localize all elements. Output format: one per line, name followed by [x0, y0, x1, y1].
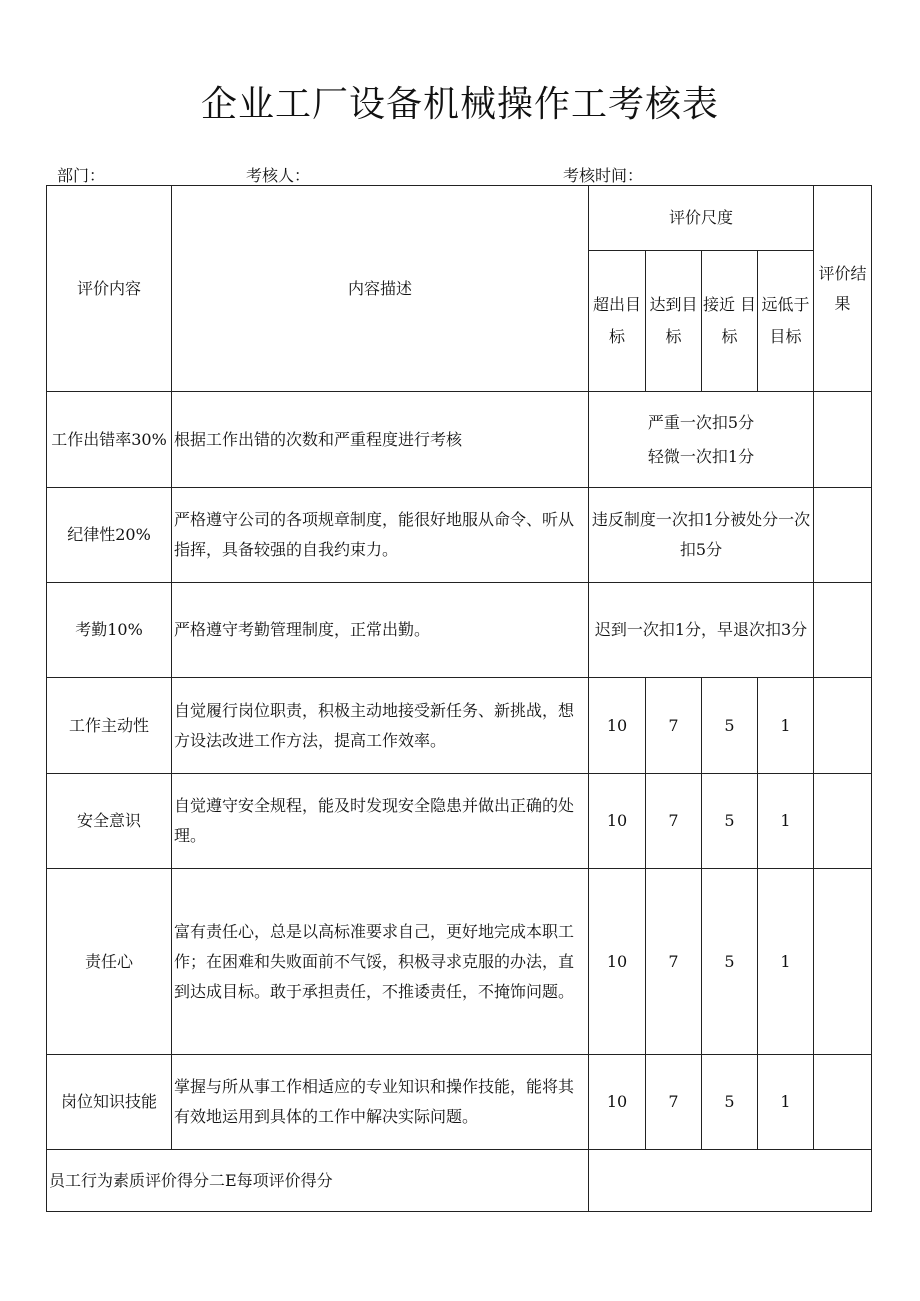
level-exceed: 超出目标	[589, 251, 646, 392]
table-row	[47, 392, 872, 488]
table-row	[47, 583, 872, 678]
score-exceed: 10	[589, 1055, 646, 1150]
header-result: 评价结果	[814, 186, 872, 392]
score-exceed: 10	[589, 678, 646, 774]
score-exceed: 10	[589, 774, 646, 869]
row-desc: 自觉履行岗位职责，积极主动地接受新任务、新挑战，想方设法改进工作方法，提高工作效率。	[172, 678, 589, 774]
dept-label: 部门：	[57, 166, 106, 185]
row-item: 考勤10%	[47, 583, 172, 678]
page-title: 企业工厂设备机械操作工考核表	[200, 84, 719, 125]
level-far-below: 远低于目标	[758, 251, 814, 392]
score-meet: 7	[646, 1055, 702, 1150]
header-description: 内容描述	[172, 186, 589, 392]
table-row	[47, 869, 872, 1055]
row-rule: 违反制度一次扣1分被处分一次扣5分	[589, 488, 814, 583]
row-desc: 严格遵守公司的各项规章制度，能很好地服从命令、听从指挥，具备较强的自我约束力。	[172, 488, 589, 583]
row-desc: 掌握与所从事工作相适应的专业知识和操作技能，能将其有效地运用到具体的工作中解决实际问题。	[172, 1055, 589, 1150]
score-meet: 7	[646, 678, 702, 774]
row-item: 纪律性20%	[47, 488, 172, 583]
level-near: 接近 目标	[702, 251, 758, 392]
score-near: 5	[702, 774, 758, 869]
table-row	[47, 774, 872, 869]
row-result[interactable]	[814, 678, 872, 774]
score-near: 5	[702, 678, 758, 774]
row-item: 岗位知识技能	[47, 1055, 172, 1150]
row-result[interactable]	[814, 392, 872, 488]
footer-row	[47, 1150, 872, 1212]
row-result[interactable]	[814, 583, 872, 678]
score-near: 5	[702, 869, 758, 1055]
score-exceed: 10	[589, 869, 646, 1055]
header-content: 评价内容	[47, 186, 172, 392]
score-meet: 7	[646, 869, 702, 1055]
footer-label: 员工行为素质评价得分二E每项评价得分	[47, 1150, 589, 1212]
row-result[interactable]	[814, 488, 872, 583]
assessment-table	[46, 185, 872, 1212]
row-item: 工作出错率30%	[47, 392, 172, 488]
score-far-below: 1	[758, 1055, 814, 1150]
time-label: 考核时间：	[563, 166, 644, 185]
row-desc: 自觉遵守安全规程，能及时发现安全隐患并做出正确的处理。	[172, 774, 589, 869]
row-rule: 迟到一次扣1分，早退次扣3分	[589, 583, 814, 678]
row-item: 责任心	[47, 869, 172, 1055]
level-meet: 达到目标	[646, 251, 702, 392]
header-scale: 评价尺度	[589, 186, 814, 251]
score-near: 5	[702, 1055, 758, 1150]
row-item: 工作主动性	[47, 678, 172, 774]
table-row	[47, 1055, 872, 1150]
score-far-below: 1	[758, 678, 814, 774]
score-far-below: 1	[758, 774, 814, 869]
row-desc: 富有责任心，总是以高标准要求自己，更好地完成本职工作；在困难和失败面前不气馁，积极寻求克服的办法，直到达成目标。敢于承担责任，不推诿责任，不掩饰问题。	[172, 869, 589, 1055]
assessor-label: 考核人：	[246, 166, 311, 185]
row-result[interactable]	[814, 869, 872, 1055]
header-row	[47, 186, 872, 251]
table-row	[47, 678, 872, 774]
row-result[interactable]	[814, 1055, 872, 1150]
footer-score[interactable]	[589, 1150, 872, 1212]
row-result[interactable]	[814, 774, 872, 869]
score-meet: 7	[646, 774, 702, 869]
row-desc: 严格遵守考勤管理制度，正常出勤。	[172, 583, 589, 678]
table-row	[47, 488, 872, 583]
row-item: 安全意识	[47, 774, 172, 869]
row-desc: 根据工作出错的次数和严重程度进行考核	[172, 392, 589, 488]
score-far-below: 1	[758, 869, 814, 1055]
row-rule: 严重一次扣5分 轻微一次扣1分	[589, 392, 814, 488]
